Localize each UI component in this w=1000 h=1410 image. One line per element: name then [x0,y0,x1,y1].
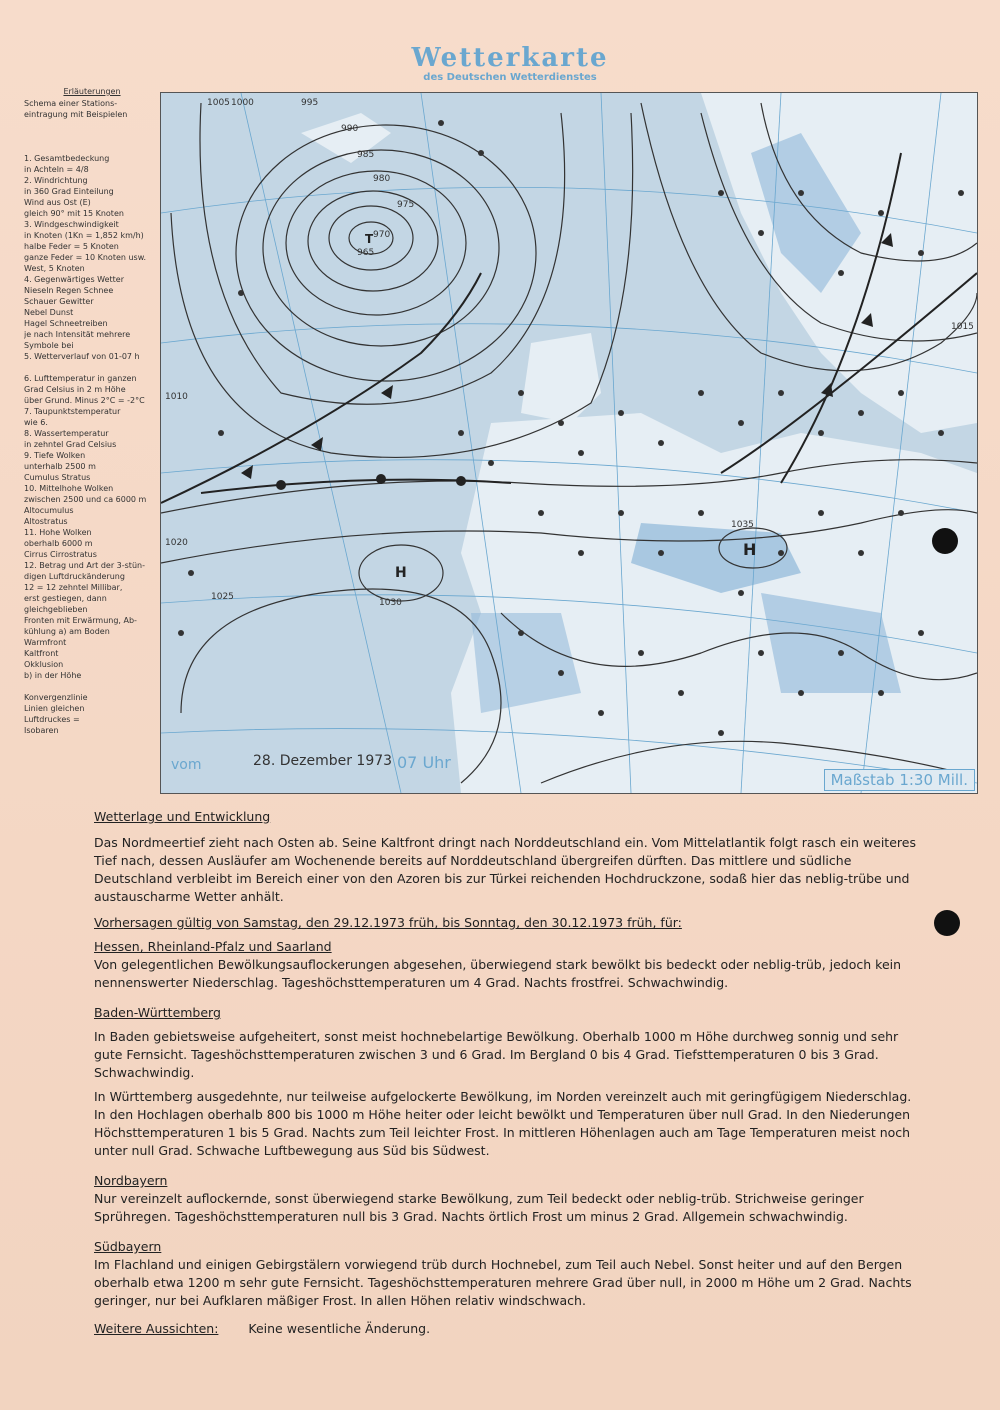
isobar-label: 980 [373,174,391,184]
isobar-label: 1035 [731,520,754,530]
legend-line: 11. Hohe Wolken [24,528,92,537]
punch-hole [934,910,960,936]
map-vom-label: vom [171,757,202,773]
region-heading: Hessen, Rheinland-Pfalz und Saarland [94,939,332,954]
outlook-text: Keine wesentliche Änderung. [248,1321,431,1336]
high-center-azores: H [395,565,407,581]
region-heading: Nordbayern [94,1173,168,1188]
legend-line [24,142,160,153]
region-heading: Baden-Württemberg [94,1005,221,1020]
region-text: Im Flachland und einigen Gebirgstälern vorwiegend trüb durch Hochnebel, zum Teil auch Nebel. Sonst heiter und auf den Bergen oberhalb etwa 1200 m sehr gute Fernsicht. Tageshöchsttemperaturen mehrere Grad über null, in 2000 m Höhe um 2 Grad. Nachts geringer, nur bei Aufklaren mäßiger Frost. In allen Höhen relativ windschwach. [94,1257,912,1308]
legend-line: 1. Gesamtbedeckung [24,154,110,163]
map-scale: Maßstab 1:30 Mill. [824,769,975,791]
legend-line: 8. Wassertemperatur [24,429,109,438]
isobar-label: 975 [397,200,415,210]
legend-line: Okklusion [24,660,64,669]
legend-line: Kaltfront [24,649,59,658]
isobar-label: 1005 [207,98,230,108]
legend-line: wie 6. [24,418,48,427]
land-iceland [301,113,391,163]
forecast-heading: Vorhersagen gültig von Samstag, den 29.12.1973 früh, bis Sonntag, den 30.12.1973 früh, für: [94,915,682,930]
legend-line: 2. Windrichtung [24,176,88,185]
legend-line: Isobaren [24,726,59,735]
isobar-label: 1025 [211,592,234,602]
legend-line: Schauer Gewitter [24,297,94,306]
legend-line: Cirrus Cirrostratus [24,550,97,559]
legend-line: Grad Celsius in 2 m Höhe [24,385,126,394]
region-text: Von gelegentlichen Bewölkungsauflockerungen abgesehen, überwiegend stark bewölkt bis bedeckt oder neblig-trüb, jedoch kein nennenswerter Niederschlag. Tageshöchsttemperaturen um 4 Grad. Nachts frostfrei. Schwachwindig. [94,957,902,990]
legend-line: 12. Betrag und Art der 3-stün- [24,561,145,570]
legend-line: West, 5 Knoten [24,264,85,273]
legend-heading: Erläuterungen [63,87,121,96]
situation-text: Das Nordmeertief zieht nach Osten ab. Seine Kaltfront dringt nach Norddeutschland ein. Vom Mittelatlantik folgt rasch ein weiteres Tief nach, dessen Ausläufer am Wochenende bereits auf Norddeutschland übergreifen dürften. Das mittlere und südliche Deutschland verbleibt im Bereich einer von den Azoren bis zur Türkei reichenden Hochdruckzone, sodaß hier das neblig-trübe und austauscharme Wetter anhält. [94,835,916,904]
legend-line: 10. Mittelhohe Wolken [24,484,114,493]
legend-line [24,120,160,131]
legend-line: Nieseln Regen Schnee [24,286,114,295]
legend-line: b) in der Höhe [24,671,82,680]
legend-line: eintragung mit Beispielen [24,110,128,119]
legend-line: 7. Taupunktstemperatur [24,407,121,416]
legend-line: gleichgeblieben [24,605,88,614]
legend-line: 3. Windgeschwindigkeit [24,220,119,229]
legend-line: in Achteln = 4/8 [24,165,89,174]
sheet-title: Wetterkarte [411,43,609,73]
legend-line: Symbole bei [24,341,74,350]
legend-line: Fronten mit Erwärmung, Ab- [24,616,137,625]
land-britain [521,333,601,423]
isobar-label: 970 [373,230,391,240]
high-center-balkan: H [743,540,757,559]
legend-line: je nach Intensität mehrere [24,330,131,339]
legend-line [24,362,160,373]
forecast-section [94,914,920,1338]
legend-line [24,131,160,142]
isobar-label: 995 [301,98,319,108]
outlook-line [94,1320,920,1338]
legend-line: in zehntel Grad Celsius [24,440,117,449]
legend-line: oberhalb 6000 m [24,539,93,548]
sheet-subtitle: des Deutschen Wetterdienstes [423,72,597,83]
map-time: 07 Uhr [397,753,451,772]
region-text: Nur vereinzelt auflockernde, sonst überwiegend starke Bewölkung, zum Teil bedeckt oder neblig-trüb. Strichweise geringer Sprühregen. Tageshöchsttemperaturen null bis 3 Grad. Nachts örtlich Frost um minus 2 Grad. Allgemein schwachwindig. [94,1191,864,1224]
legend-line: Altocumulus [24,506,74,515]
legend-line: Altostratus [24,517,68,526]
outlook-label: Weitere Aussichten: [94,1321,219,1336]
legend-panel [24,86,160,736]
legend-line: Konvergenzlinie [24,693,88,702]
legend-line: 9. Tiefe Wolken [24,451,86,460]
legend-line: Cumulus Stratus [24,473,91,482]
legend-line: über Grund. Minus 2°C = -2°C [24,396,145,405]
legend-line: Wind aus Ost (E) [24,198,91,207]
situation-section [94,808,920,906]
region-text: In Württemberg ausgedehnte, nur teilweise aufgelockerte Bewölkung, im Norden vereinzelt auch mit geringfügigem Niederschlag. In den Hochlagen oberhalb 800 bis 1000 m Höhe heiter oder leicht bewölkt und Temperaturen über null Grad. In den Niederungen Höchsttemperaturen 1 bis 5 Grad. Nachts zum Teil leichter Frost. In mittleren Höhenlagen auch am Tage Temperaturen meist noch unter null Grad. Schwache Luftbewegung aus Süd bis Südwest. [94,1089,912,1158]
isobar-label: 990 [341,124,359,134]
legend-line: ganze Feder = 10 Knoten usw. [24,253,147,262]
isobar-label: 1015 [951,322,974,332]
isobar-label: 1000 [231,98,254,108]
isobar-label: 1030 [379,598,402,608]
legend-line: in Knoten (1Kn = 1,852 km/h) [24,231,144,240]
isobar-label: 1010 [165,392,188,402]
legend-line: digen Luftdruckänderung [24,572,125,581]
legend-line: 12 = 12 zehntel Millibar, [24,583,123,592]
legend-line: unterhalb 2500 m [24,462,96,471]
low-center-iceland: T [365,232,374,246]
legend-line: halbe Feder = 5 Knoten [24,242,119,251]
legend-line: Hagel Schneetreiben [24,319,108,328]
legend-line: gleich 90° mit 15 Knoten [24,209,124,218]
legend-line: erst gestiegen, dann [24,594,107,603]
legend-line: Luftdruckes = [24,715,80,724]
legend-line: 4. Gegenwärtiges Wetter [24,275,125,284]
isobar-label: 1020 [165,538,188,548]
legend-line: in 360 Grad Einteilung [24,187,114,196]
punch-hole [932,528,958,554]
sheet-title-block [380,44,640,84]
legend-line: Nebel Dunst [24,308,74,317]
weather-map [160,92,978,794]
region-heading: Südbayern [94,1239,162,1254]
legend-line: Warmfront [24,638,67,647]
legend-line: zwischen 2500 und ca 6000 m [24,495,147,504]
situation-heading: Wetterlage und Entwicklung [94,809,271,824]
isobar-label: 985 [357,150,375,160]
legend-line: Schema einer Stations- [24,99,118,108]
map-date: 28. Dezember 1973 [253,753,393,769]
isobar-label: 965 [357,248,375,258]
legend-line [24,681,160,692]
map-drawing [161,93,977,793]
legend-line: kühlung a) am Boden [24,627,110,636]
legend-line: 6. Lufttemperatur in ganzen [24,374,137,383]
legend-line: Linien gleichen [24,704,85,713]
legend-line: 5. Wetterverlauf von 01-07 h [24,352,140,361]
region-text: In Baden gebietsweise aufgeheitert, sonst meist hochnebelartige Bewölkung. Oberhalb 1000 m Höhe durchweg sonnig und sehr gute Fernsicht. Tageshöchsttemperaturen zwischen 3 und 6 Grad. Im Bergland 0 bis 4 Grad. Tiefsttemperaturen 0 bis 3 Grad. Schwachwindig. [94,1029,899,1080]
